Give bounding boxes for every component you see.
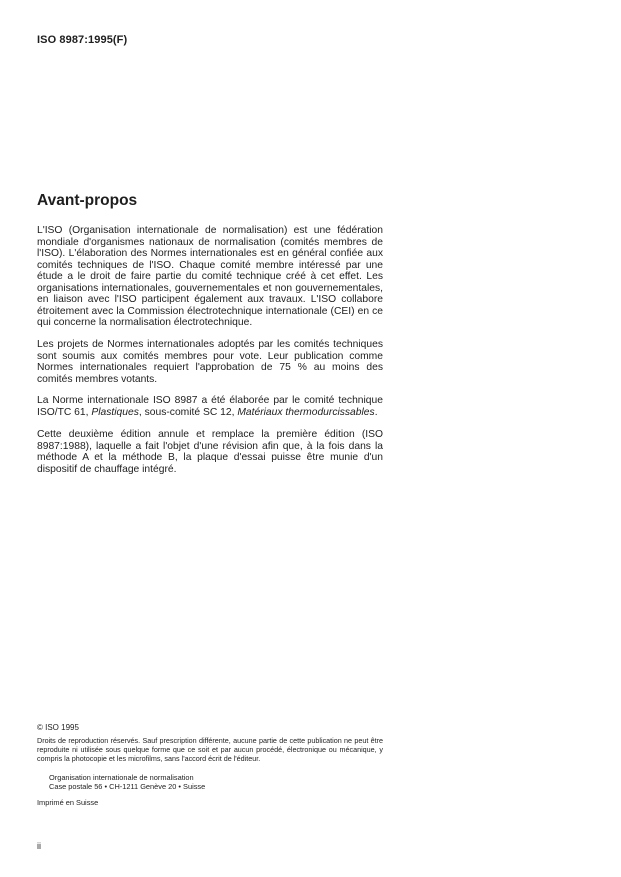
- copyright-line: © ISO 1995: [37, 723, 79, 732]
- committee-name: Plastiques: [91, 406, 139, 418]
- paragraph-4-text: Cette deuxième édition annule et remplace la première édition (ISO 8987:1988), laquelle a fait l'objet d'une révision afin que, à la fois dans la méthode A et la méthode B, la plaque d'essai puisse être munie d'un dispositif de chauffage intégré.: [37, 429, 383, 475]
- document-id: ISO 8987:1995(F): [37, 34, 128, 46]
- publisher-address: [49, 773, 205, 791]
- paragraph-4: [37, 429, 383, 475]
- paragraph-3-text-b: , sous-comité SC 12,: [138, 406, 238, 418]
- paragraph-1-text: L'ISO (Organisation internationale de normalisation) est une fédération mondiale d'organismes nationaux de normalisation (comités membres de l'ISO). L'élaboration des Normes internationales est en général confiée aux comités techniques de l'ISO. Chaque comité membre intéressé par une étude a le droit de faire partie du comité technique créé à cet effet. Les organisations internationales, gouvernementales et non gouvernementales, en liaison avec l'ISO participent également aux travaux. L'ISO collabore étroitement avec la Commission électrotechnique internationale (CEI) en ce qui concerne la normalisation électrotechnique.: [37, 225, 383, 328]
- section-title: Avant-propos: [37, 192, 138, 209]
- paragraph-2-text: Les projets de Normes internationales adoptés par les comités techniques sont soumis aux comités membres pour vote. Leur publication comme Normes internationales requiert l'approbation de 75 % au moins des comités membres votants.: [37, 339, 383, 385]
- subcommittee-name: Matériaux thermodurcissables: [237, 406, 375, 418]
- printed-in: Imprimé en Suisse: [37, 798, 99, 807]
- paragraph-2: [37, 339, 383, 385]
- paragraph-1: [37, 225, 383, 329]
- paragraph-3: [37, 395, 383, 418]
- paragraph-3-text-a: La Norme internationale ISO 8987 a été élaborée par le comité technique ISO/TC 61,: [37, 395, 383, 418]
- paragraph-3-text-c: .: [374, 406, 378, 418]
- page-number: ii: [37, 841, 41, 851]
- postal-address: Case postale 56 • CH-1211 Genève 20 • Suisse: [49, 782, 206, 791]
- rights-notice: Droits de reproduction réservés. Sauf prescription différente, aucune partie de cette publication ne peut être reproduite ni utilisée sous quelque forme que ce soit et par aucun procédé, électronique ou mécanique, y compris la photocopie et les microfilms, sans l'accord écrit de l'éditeur.: [37, 736, 383, 763]
- organisation-name: Organisation internationale de normalisation: [49, 773, 194, 782]
